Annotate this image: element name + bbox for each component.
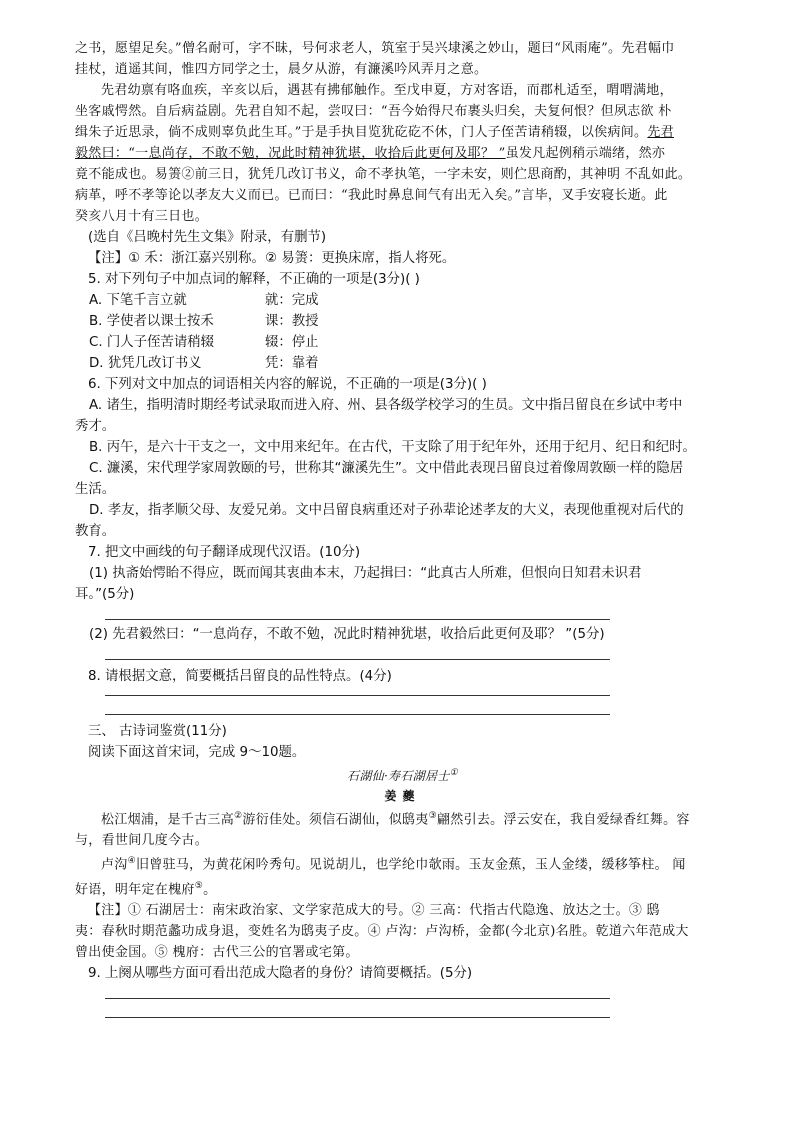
question-9-stem: 9. 上阕从哪些方面可看出范成大隐者的身份？请简要概括。(5分) — [88, 965, 473, 981]
note-mark: ① — [449, 768, 458, 778]
poem-note: 夷：春秋时期范蠡功成身退，变姓名为鸱夷子皮。④ 卢沟：卢沟桥，金都(今北京)名胜。乾道六年范成大 — [75, 923, 689, 939]
answer-line[interactable] — [105, 714, 610, 715]
passage-note: 【注】① 禾：浙江嘉兴别称。② 易箦：更换床席，指人将死。 — [88, 251, 456, 266]
answer-line[interactable] — [105, 1017, 610, 1018]
passage-line — [75, 122, 730, 143]
question-6-option-d-cont: 教育。 — [75, 524, 116, 539]
passage-line: 先君幼禀有咯血疾，辛亥以后，遇甚有拂郁触作。至戊申夏，方对客语，而郡札适至，喟喟满地， — [101, 83, 673, 98]
poem-text: 翩然引去。浮云安在，我自爱绿香红舞。容 — [436, 812, 690, 828]
note-mark: ⑤ — [194, 880, 204, 891]
underlined-sentence-start: 先君 — [647, 125, 674, 140]
question-7-sentence-1-cont: 耳。”(5分) — [75, 587, 135, 602]
passage-line: 之书，愿望足矣。”僧名耐可，字不昧，号何求老人，筑室于吴兴埭溪之妙山，题曰“风雨庵”。先君幅巾 — [75, 41, 675, 56]
passage-line — [75, 143, 730, 164]
option-explanation: 辍：停止 — [265, 335, 319, 350]
option-sentence: D. 犹凭几改订书义 — [89, 356, 202, 371]
question-5-option-a — [75, 290, 730, 311]
option-sentence: B. 学使者以课士按禾 — [89, 314, 214, 329]
passage-line: 挂杖，逍遥其间，惟四方同学之士，晨夕从游，有濂溪吟风弄月之意。 — [75, 62, 488, 77]
option-explanation: 就：完成 — [265, 293, 319, 308]
poem-text: 松江烟浦，是千古三高 — [101, 812, 235, 828]
passage-line: 竟不能成也。易箦②前三日，犹凭几改订书义，命不孝执笔，一字未安，则伫思商酌，其神明 不乱如此。 — [75, 167, 692, 182]
question-7-stem: 7. 把文中画线的句子翻译成现代汉语。(10分) — [88, 545, 361, 560]
question-6-option-a-cont: 秀才。 — [75, 419, 116, 434]
answer-line[interactable] — [105, 619, 610, 620]
question-6-stem: 6. 下列对文中加点的词语相关内容的解说，不正确的一项是(3分)( ) — [88, 377, 487, 392]
question-6-option-d: D. 孝友，指孝顺父母、友爱兄弟。文中吕留良病重还对子孙辈论述孝友的大义，表现他重视对后代的 — [89, 503, 684, 518]
question-6-option-c: C. 濂溪，宋代理学家周敦颐的号，世称其“濂溪先生”。文中借此表现吕留良过着像周敦颐一样的隐居 — [89, 461, 684, 476]
poem-note: 曾出使金国。⑤ 槐府：古代三公的官署或宅第。 — [75, 944, 359, 960]
question-6-option-a: A. 诸生，指明清时期经考试录取而进入府、州、县各级学校学习的生员。文中指吕留良在乡试中考中 — [89, 398, 683, 413]
section-3-heading: 三、 古诗词鉴赏(11分) — [88, 724, 227, 739]
poem-note: 【注】① 石湖居士：南宋政治家、文学家范成大的号。② 三高：代指古代隐逸、放达之士。③ 鸱 — [88, 902, 660, 918]
question-7-sentence-2: (2) 先君毅然曰：“一息尚存，不敢不勉，况此时精神犹堪，收拾后此更何及耶？ ”(5分) — [89, 627, 605, 642]
section-3-intro: 阅读下面这首宋词，完成 9～10题。 — [88, 745, 306, 760]
poem-line: 与，看世间几度今古。 — [75, 833, 209, 849]
underlined-sentence: 毅然曰：“一息尚存，不敢不勉，况此时精神犹堪，收拾后此更何及耶？ ” — [75, 146, 506, 161]
poem-text: 。 — [203, 881, 217, 897]
poem-text: 卢沟 — [101, 857, 128, 873]
note-mark: ② — [234, 811, 243, 821]
poem-title — [75, 763, 730, 786]
passage-source: (选自《吕晚村先生文集》附录，有删节) — [88, 230, 327, 245]
poem-line — [75, 806, 730, 830]
answer-line[interactable] — [105, 659, 610, 660]
poem-text: 旧曾驻马，为黄花闲吟秀句。见说胡儿，也学纶巾欹雨。玉友金蕉，玉人金缕，缓移筝柱。 闻 — [135, 857, 686, 873]
option-explanation: 课：教授 — [265, 314, 319, 329]
poem-author: 姜夔 — [384, 789, 421, 803]
poem-line — [75, 851, 730, 875]
question-7-sentence-1: (1) 执斋始愕眙不得应，既而闻其衷曲本末，乃起揖曰：“此真古人所难，但恨向日知君未识君 — [89, 566, 642, 581]
question-5-option-b — [75, 311, 730, 332]
passage-line: 癸亥八月十有三日也。 — [75, 209, 209, 224]
passage-text: 虽发凡起例稍示端绪，然亦 — [505, 146, 666, 161]
question-5-option-d — [75, 353, 730, 374]
question-5-stem: 5. 对下列句子中加点词的解释，不正确的一项是(3分)( ) — [88, 272, 420, 287]
question-6-option-c-cont: 生活。 — [75, 482, 116, 497]
poem-text: 游衍佳处。须信石湖仙，似鸱夷 — [242, 812, 429, 828]
question-8-stem: 8. 请根据文意，简要概括吕留良的品性特点。(4分) — [88, 669, 392, 684]
question-6-option-b: B. 丙午，是六十干支之一，文中用来纪年。在古代，干支除了用于纪年外，还用于纪月、纪日和纪时。 — [89, 440, 696, 455]
poem-line — [75, 876, 730, 900]
option-sentence: A. 下笔千言立就 — [89, 293, 187, 308]
note-mark: ④ — [127, 856, 136, 867]
option-explanation: 凭：靠着 — [265, 356, 319, 371]
option-sentence: C. 门人子侄苦请稍辍 — [89, 335, 214, 350]
passage-line: 坐客戚愕然。自后病益剧。先君自知不起，尝叹曰：“吾今始得尺布裹头归矣，夫复何恨？但夙志欲 朴 — [75, 104, 672, 119]
question-5-option-c — [75, 332, 730, 353]
passage-line: 病革，呼不孝等论以孝友大义而已。已而曰：“我此时鼻息间气有出无入矣。”言毕，叉手安寝长逝。此 — [75, 188, 668, 203]
poem-title-text: 石湖仙·寿石湖居士 — [347, 769, 450, 783]
passage-text: 缉朱子近思录，倘不成则辜负此生耳。”于是手执目览犹矻矻不休，门人子侄苦请稍辍，以俟病间。 — [75, 125, 648, 140]
document-page — [75, 38, 730, 1018]
note-mark: ③ — [428, 811, 437, 821]
poem-text: 好语，明年定在槐府 — [75, 881, 195, 897]
